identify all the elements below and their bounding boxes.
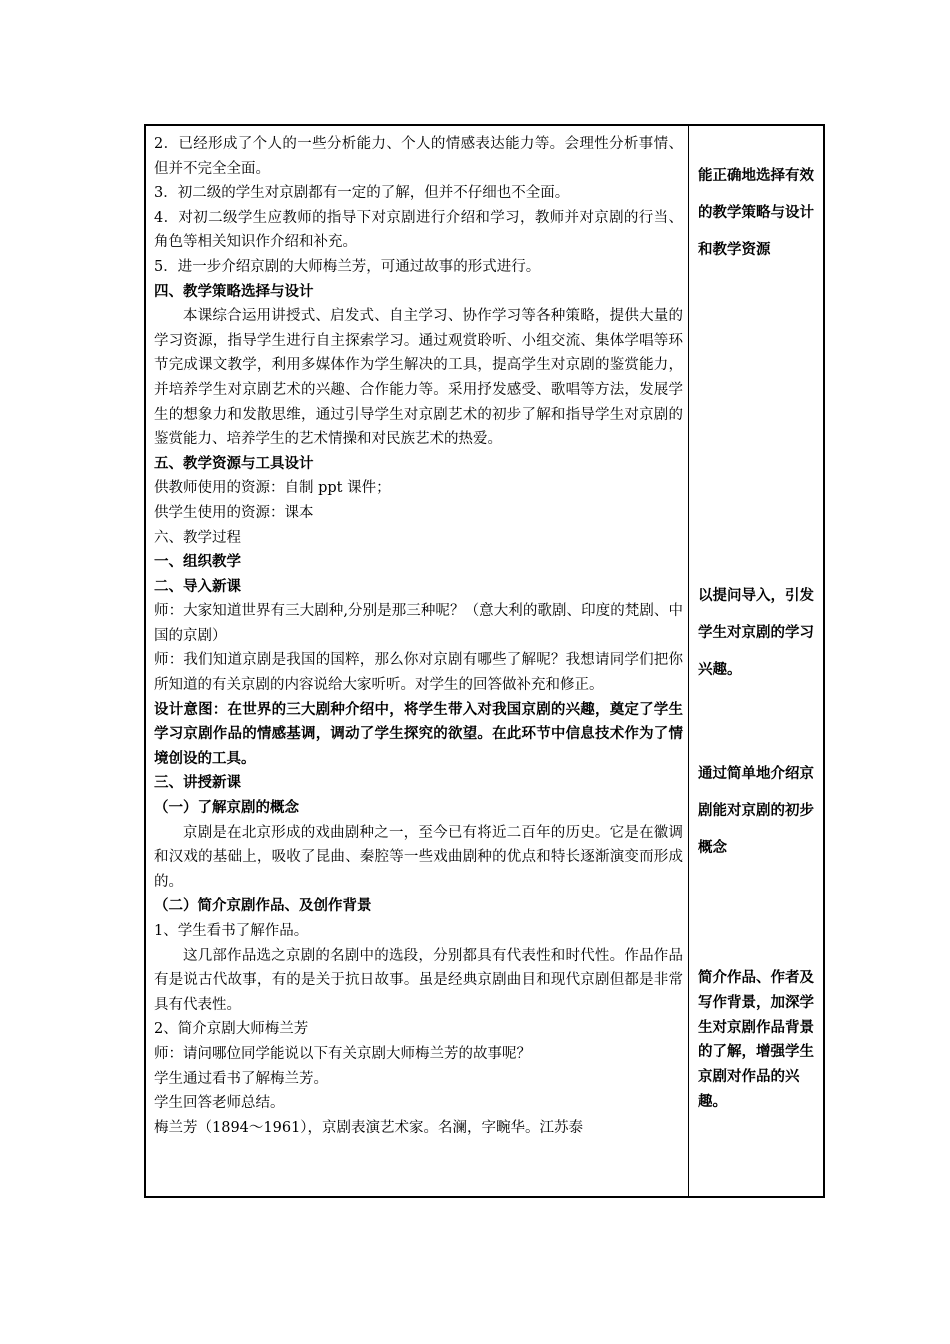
content-line: 1、学生看书了解作品。: [154, 923, 309, 939]
design-notes-column: [689, 126, 823, 1196]
step-heading: 二、导入新课: [154, 578, 241, 595]
section-heading-resources: 五、教学资源与工具设计: [154, 455, 314, 472]
content-line: 5．进一步介绍京剧的大师梅兰芳，可通过故事的形式进行。: [154, 258, 541, 275]
content-line: 供教师使用的资源：自制 ppt 课件；: [154, 480, 391, 497]
side-note: 能正确地选择有效的教学策略与设计和教学资源: [698, 168, 814, 258]
content-line: 梅兰芳（1894～1961），京剧表演艺术家。名澜，字畹华。江苏泰: [154, 1119, 584, 1136]
sub-heading: （二）简介京剧作品、及创作背景: [154, 898, 372, 915]
lesson-content-column: [146, 126, 689, 1196]
section-heading-process: 六、教学过程: [154, 529, 241, 546]
content-line: 师：我们知道京剧是我国的国粹，那么你对京剧有哪些了解呢？我想请同学们把你所知道的有关京剧的内容说给大家听听。对学生的回答做补充和修正。: [154, 652, 683, 694]
side-note: 通过简单地介绍京剧能对京剧的初步概念: [698, 766, 814, 856]
step-heading: 三、讲授新课: [154, 775, 241, 792]
side-note: 简介作品、作者及写作背景，加深学生对京剧作品背景的了解，增强学生京剧对作品的兴趣。: [698, 970, 814, 1110]
step-heading: 一、组织教学: [154, 554, 241, 571]
content-line: 学生回答老师总结。: [154, 1095, 285, 1112]
content-line: 4．对初二级学生应教师的指导下对京剧进行介绍和学习，教师并对京剧的行当、角色等相关知识作介绍和补充。: [154, 209, 683, 251]
sub-heading: （一）了解京剧的概念: [154, 800, 299, 817]
content-line: 师：大家知道世界有三大剧种,分别是那三种呢？（意大利的歌剧、印度的梵剧、中国的京剧）: [154, 603, 683, 644]
content-line: 2、简介京剧大师梅兰芳: [154, 1021, 309, 1038]
section-heading-strategy: 四、教学策略选择与设计: [154, 283, 314, 300]
content-line: 2．已经形成了个人的一些分析能力、个人的情感表达能力等。会理性分析事情、但并不完全全面。: [154, 136, 683, 177]
content-line: 师：请问哪位同学能说以下有关京剧大师梅兰芳的故事呢？: [154, 1045, 531, 1062]
lesson-plan-table: [144, 124, 825, 1198]
content-line: 学生通过看书了解梅兰芳。: [154, 1070, 328, 1087]
content-line: 3．初二级的学生对京剧都有一定的了解，但并不仔细也不全面。: [154, 185, 570, 202]
content-paragraph: 本课综合运用讲授式、启发式、自主学习、协作学习等各种策略，提供大量的学习资源，指导学生进行自主探索学习。通过观赏聆听、小组交流、集体学唱等环节完成课文教学，利用多媒体作为学生解决的工具，提高学生对京剧的鉴赏能力，并培养学生对京剧艺术的兴趣、合作能力等。采用抒发感受、歌唱等方法，发展学生的想象力和发散思维，通过引导学生对京剧艺术的初步了解和指导学生对京剧的鉴赏能力、培养学生的艺术情操和对民族艺术的热爱。: [154, 308, 683, 448]
side-note: 以提问导入，引发学生对京剧的学习兴趣。: [698, 588, 814, 678]
content-line: 供学生使用的资源：课本: [154, 504, 314, 521]
design-intent: 设计意图：在世界的三大剧种介绍中，将学生带入对我国京剧的兴趣，奠定了学生学习京剧作品的情感基调，调动了学生探究的欲望。在此环节中信息技术作为了情境创设的工具。: [154, 701, 683, 767]
content-paragraph: 京剧是在北京形成的戏曲剧种之一，至今已有将近二百年的历史。它是在徽调和汉戏的基础上，吸收了昆曲、秦腔等一些戏曲剧种的优点和特长逐渐演变而形成的。: [154, 824, 683, 890]
content-paragraph: 这几部作品选之京剧的名剧中的选段，分别都具有代表性和时代性。作品作品有是说古代故事，有的是关于抗日故事。虽是经典京剧曲目和现代京剧但都是非常具有代表性。: [154, 947, 683, 1013]
